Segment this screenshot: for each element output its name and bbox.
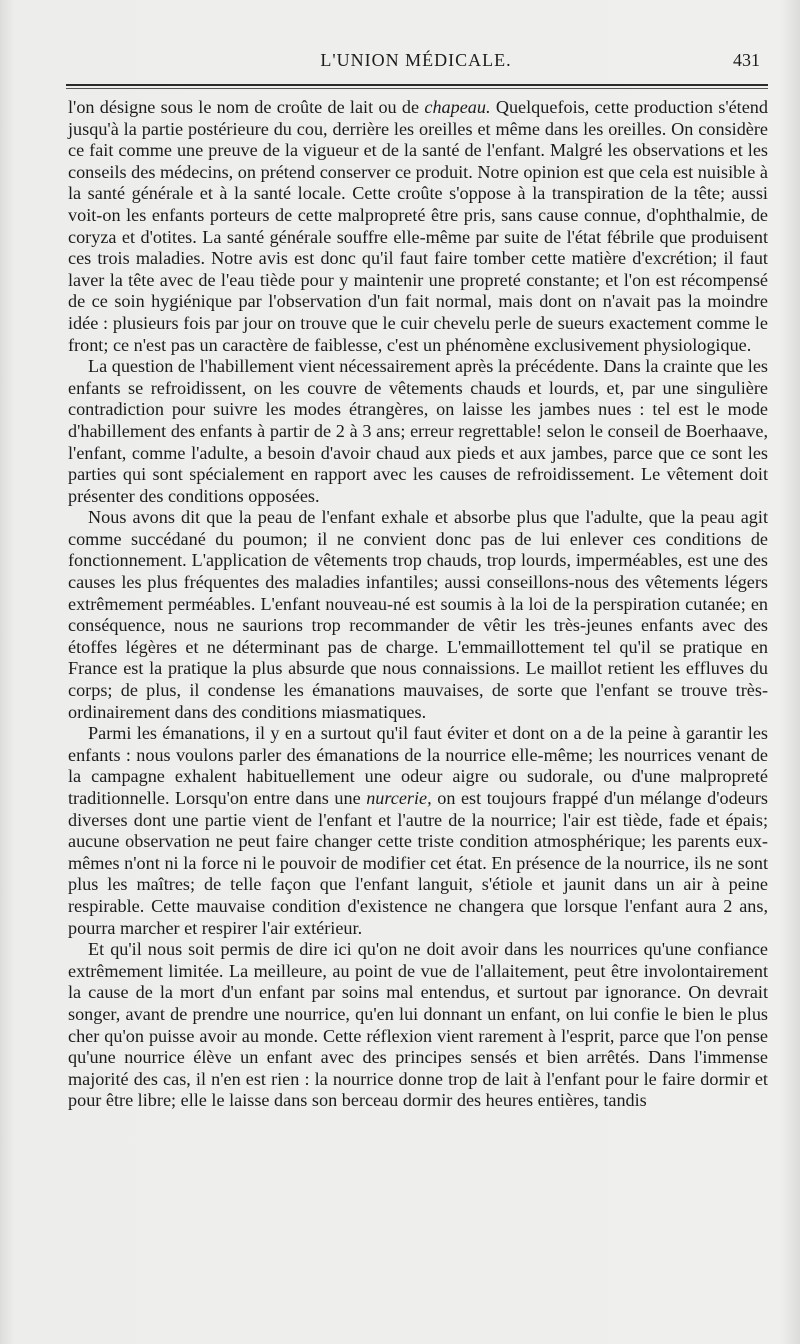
paragraph-3-text: Nous avons dit que la peau de l'enfant exhale et absorbe plus que l'adulte, que la peau agit comme succédané du poumon; il ne convient donc pas de lui enlever ces conditions de fonctionnement. L'application de vêtements trop chauds, trop lourds, imperméables, est une des causes les plus fréquentes des maladies infantiles; aussi conseillons-nous des vêtements légers extrêmement perméables. L'enfant nouveau-né est soumis à la loi de la perspiration cutanée; en conséquence, nous ne saurions trop recommander de vêtir les très-jeunes enfants avec des étoffes légères et ne déterminant pas de charge. L'emmaillottement tel qu'il se pratique en France est la pratique la plus absurde que nous connaissions. Le maillot retient les effluves du corps; de plus, il condense les émanations mauvaises, de sorte que l'enfant se trouve très-ordinairement dans des conditions miasmatiques.	[68, 507, 768, 722]
header-rule	[66, 84, 768, 86]
body-text	[68, 97, 768, 1112]
paragraph-3	[68, 507, 768, 723]
paragraph-1-text-a: l'on désigne sous le nom de croûte de lait ou de	[68, 97, 425, 117]
paragraph-5	[68, 939, 768, 1112]
paragraph-2	[68, 356, 768, 507]
paragraph-4-text-a: Parmi les émanations, il y en a surtout qu'il faut éviter et dont on a de la peine à garantir les enfants : nous voulons parler des émanations de la nourrice elle-même; les nourrices venant de la campagne exhalent habituellement une odeur aigre ou sudorale, ou d'une malpropreté traditionnelle. Lorsqu'on entre dans une	[68, 723, 768, 808]
page-header	[66, 50, 766, 80]
paragraph-1-text-b: Quelquefois, cette production s'étend jusqu'à la partie postérieure du cou, derrière les oreilles et même dans les oreilles. On considère ce fait comme une preuve de la vigueur et de la santé de l'enfant. Malgré les observations et les conseils des médecins, on prétend conserver ce produit. Notre opinion est que cela est nuisible à la santé générale et à la santé locale. Cette croûte s'oppose à la transpiration de la tête; aussi voit-on les enfants porteurs de cette malpropreté être pris, sans cause connue, d'ophthalmie, de coryza et d'otites. La santé générale souffre elle-même par suite de l'état fébrile que produisent ces trois maladies. Notre avis est donc qu'il faut faire tomber cette matière d'excrétion; il faut laver la tête avec de l'eau tiède pour y maintenir une propreté constante; et l'on est récompensé de ce soin hygiénique par l'observation d'un fait normal, mais dont on n'avait pas la moindre idée : plusieurs fois par jour on trouve que le cuir chevelu perle de sueurs exactement comme le front; ce n'est pas un caractère de faiblesse, c'est un phénomène exclusivement physiologique.	[68, 97, 768, 355]
page-number: 431	[733, 50, 760, 70]
paragraph-2-text: La question de l'habillement vient nécessairement après la précédente. Dans la crainte que les enfants se refroidissent, on les couvre de vêtements chauds et lourds, et, par une singulière contradiction pour suivre les modes étrangères, on laisse les jambes nues : tel est le mode d'habillement des enfants à partir de 2 à 3 ans; erreur regrettable! selon le conseil de Boerhaave, l'enfant, comme l'adulte, a besoin d'avoir chaud aux pieds et aux jambes, parce que ce sont les parties qui sont spécialement en rapport avec les causes de refroidissement. Le vêtement doit présenter des conditions opposées.	[68, 356, 768, 506]
paragraph-4-emphasis: nurcerie,	[366, 788, 432, 808]
paragraph-1-emphasis: chapeau.	[424, 97, 491, 117]
paragraph-4	[68, 723, 768, 939]
paragraph-1	[68, 97, 768, 356]
paragraph-4-text-b: on est toujours frappé d'un mélange d'odeurs diverses dont une partie vient de l'enfant et l'autre de la nourrice; l'air est tiède, fade et épais; aucune observation ne peut faire changer cette triste condition atmosphérique; les parents eux-mêmes n'ont ni la force ni le pouvoir de modifier cet état. En présence de la nourrice, ils ne sont plus les maîtres; de telle façon que l'enfant languit, s'étiole et jaunit dans un air à peine respirable. Cette mauvaise condition d'existence ne changera que lorsque l'enfant aura 2 ans, pourra marcher et respirer l'air extérieur.	[68, 788, 768, 938]
running-title: L'UNION MÉDICALE.	[320, 50, 512, 70]
paragraph-5-text: Et qu'il nous soit permis de dire ici qu'on ne doit avoir dans les nourrices qu'une confiance extrêmement limitée. La meilleure, au point de vue de l'allaitement, peut être involontairement la cause de la mort d'un enfant par soins mal entendus, et surtout par ignorance. On devrait songer, avant de prendre une nourrice, qu'en lui donnant un enfant, on lui confie le bien le plus cher qu'on puisse avoir au monde. Cette réflexion vient rarement à l'esprit, parce que l'on pense qu'une nourrice élève un enfant avec des principes sensés et bien arrêtés. Dans l'immense majorité des cas, il n'en est rien : la nourrice donne trop de lait à l'enfant pour le faire dormir et pour être libre; elle le laisse dans son berceau dormir des heures entières, tandis	[68, 939, 768, 1111]
